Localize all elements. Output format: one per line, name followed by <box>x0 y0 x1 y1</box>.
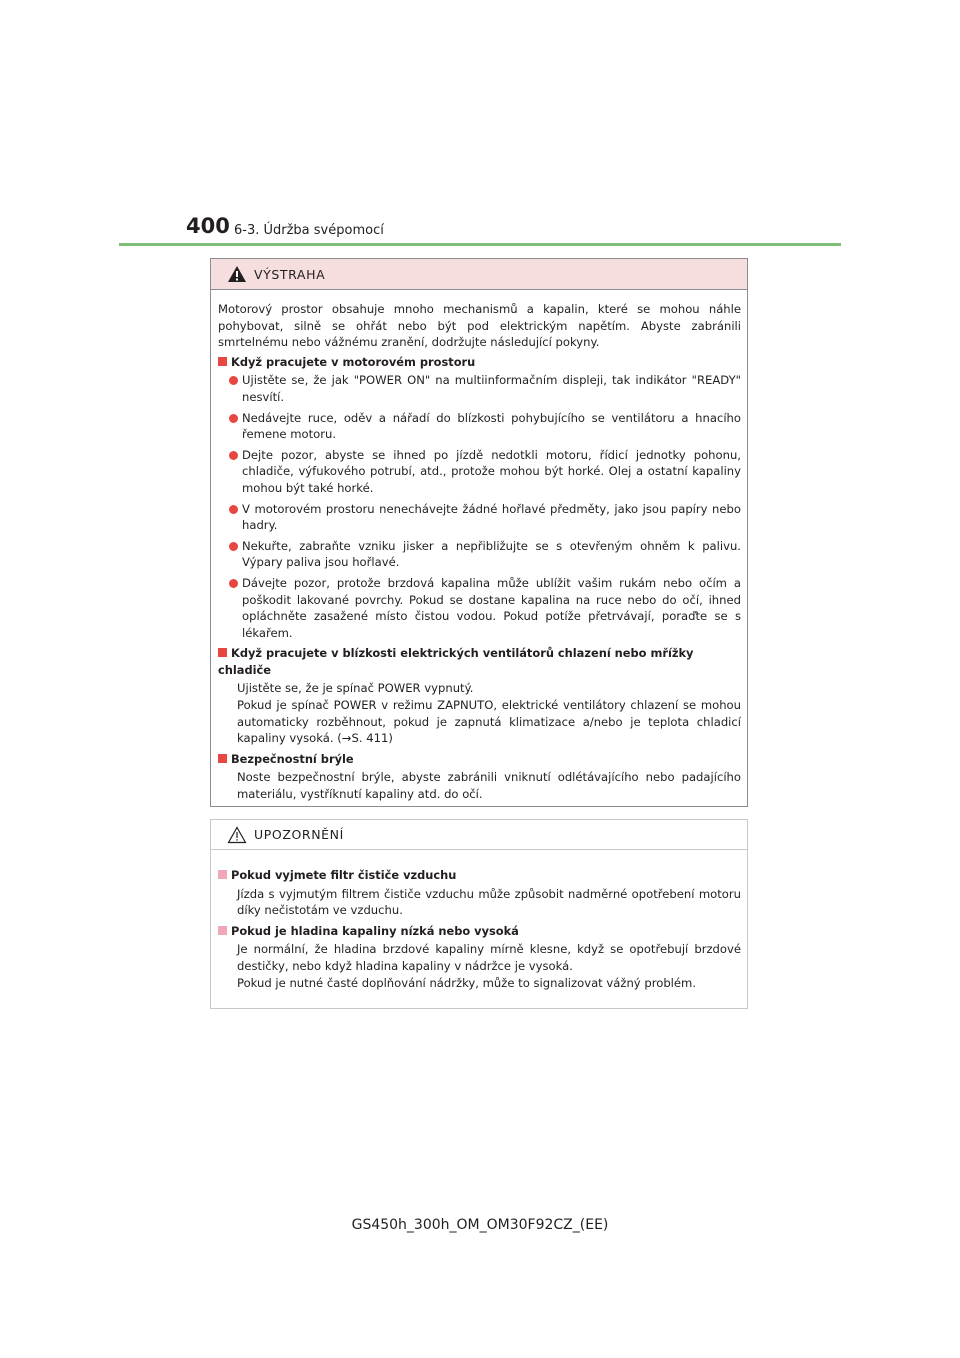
warning-intro: Motorový prostor obsahuje mnoho mechanismů a kapalin, které se mohou náhle pohybovat, silně se ohřát nebo být pod elektrickým napětím. Abyste zabránili smrtelnému nebo vážnému zranění, dodržujte následující pokyny. <box>218 302 741 350</box>
list-item: Dejte pozor, abyste se ihned po jízdě nedotkli motoru, řídicí jednotky pohonu, chladiče, výfukového potrubí, atd., protože mohou být horké. Olej a ostatní kapaliny mohou být také horké. <box>229 447 741 497</box>
header-rule <box>119 243 841 246</box>
square-bullet-icon <box>218 870 227 879</box>
list-item: Ujistěte se, že jak "POWER ON" na multiinformačním displeji, tak indikátor "READY" nesvítí. <box>229 372 741 405</box>
bullet-icon <box>229 376 238 385</box>
section-text: Noste bezpečnostní brýle, abyste zabránili vniknutí odlétávajícího nebo padajícího materiálu, vystříknutí kapaliny atd. do očí. <box>237 770 741 802</box>
caution-header <box>211 820 747 850</box>
square-bullet-icon <box>218 648 227 657</box>
section-heading: Pokud je hladina kapaliny nízká nebo vysoká <box>218 923 741 940</box>
section-title: 6-3. Údržba svépomocí <box>234 223 384 238</box>
section-text: Je normální, že hladina brzdové kapaliny mírně klesne, když se opotřebují brzdové destičky, nebo když hladina kapaliny v nádržce je vysoká. <box>237 942 741 973</box>
caution-triangle-icon <box>227 826 247 844</box>
section-text: Pokud je spínač POWER v režimu ZAPNUTO, elektrické ventilátory chlazení se mohou automaticky rozběhnout, pokud je zapnutá klimatizace a/nebo je teplota chladicí kapaliny vysoká. (→S. 411) <box>237 698 741 746</box>
list-item: Dávejte pozor, protože brzdová kapalina může ublížit vašim rukám nebo očím a poškodit lakované povrchy. Pokud se dostane kapalina na ruce nebo do očí, ihned opláchněte zasažené místo čistou vodou. Pokud potíže přetrvávají, poraďte se s lékařem. <box>229 575 741 641</box>
square-bullet-icon <box>218 357 227 366</box>
warning-box <box>210 258 748 807</box>
warning-title: VÝSTRAHA <box>254 266 326 282</box>
section-text: Jízda s vyjmutým filtrem čističe vzduchu může způsobit nadměrné opotřebení motoru díky nečistotám ve vzduchu. <box>237 886 741 918</box>
warning-header <box>211 259 747 290</box>
caution-title: UPOZORNĚNÍ <box>254 827 344 842</box>
list-item: V motorovém prostoru nenechávejte žádné hořlavé předměty, jako jsou papíry nebo hadry. <box>229 501 741 534</box>
list-item: Nedávejte ruce, oděv a nářadí do blízkosti pohybujícího se ventilátoru a hnacího řemene motoru. <box>229 410 741 443</box>
section-text: Ujistěte se, že je spínač POWER vypnutý. <box>237 681 474 696</box>
section-heading: Bezpečnostní brýle <box>218 751 741 768</box>
bullet-icon <box>229 542 238 551</box>
document-code: GS450h_300h_OM_OM30F92CZ_(EE) <box>351 1217 609 1233</box>
section-heading: Když pracujete v blízkosti elektrických ventilátorů chlazení nebo mřížky chladiče <box>218 646 694 677</box>
page-number: 400 <box>186 214 230 238</box>
section-heading: Pokud vyjmete filtr čističe vzduchu <box>218 867 741 884</box>
square-bullet-icon <box>218 754 227 763</box>
section-text: Pokud je nutné časté doplňování nádržky, může to signalizovat vážný problém. <box>237 975 697 990</box>
caution-box <box>210 819 748 1009</box>
bullet-icon <box>229 451 238 460</box>
bullet-icon <box>229 505 238 514</box>
bullet-icon <box>229 414 238 423</box>
section-heading: Když pracujete v motorovém prostoru <box>218 354 741 371</box>
square-bullet-icon <box>218 926 227 935</box>
warning-triangle-icon <box>227 265 247 283</box>
bullet-icon <box>229 579 238 588</box>
list-item: Nekuřte, zabraňte vzniku jisker a nepřibližujte se s otevřeným ohněm k palivu. Výpary paliva jsou hořlavé. <box>229 538 741 571</box>
